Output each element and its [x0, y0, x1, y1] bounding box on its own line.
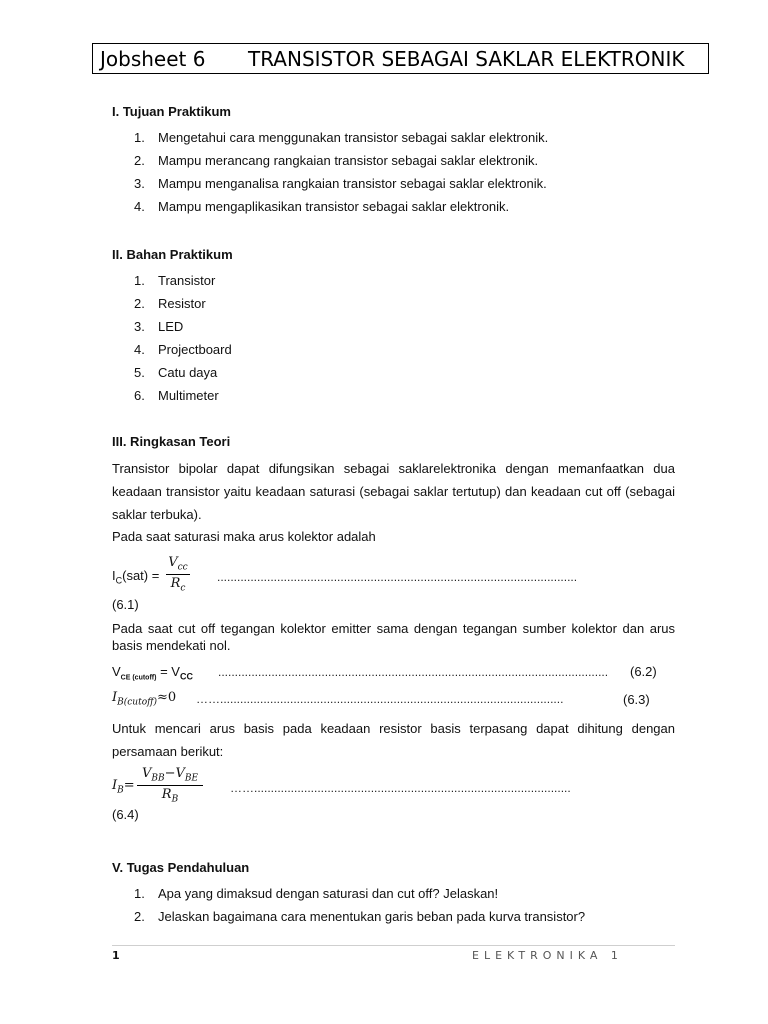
eq-subscript: B	[117, 785, 124, 796]
eq-symbol: V	[141, 766, 152, 781]
list-number: 1.	[134, 130, 145, 145]
list-text: Catu daya	[158, 365, 218, 380]
eq-text: ≈0	[157, 690, 177, 705]
equation-6-3	[112, 690, 176, 708]
fraction-numerator	[166, 555, 190, 573]
tujuan-list	[134, 126, 548, 218]
eq-subscript: B(cutoff)	[117, 697, 158, 708]
list-item	[134, 195, 548, 218]
theory-paragraph-1: Transistor bipolar dapat difungsikan sebagai saklarelektronika dengan memanfaatkan dua keadaan transistor yaitu keadaan saturasi (sebagai saklar tertutup) dan keadaan cut off (sebagai saklar terbuka).	[112, 461, 675, 522]
theory-paragraph-3: Pada saat cut off tegangan kolektor emitter sama dengan tegangan sumber kolektor dan arus basis mendekati nol.	[112, 621, 675, 653]
fraction-denominator	[137, 787, 203, 805]
list-text: Resistor	[158, 296, 206, 311]
list-text: Mampu menganalisa rangkaian transistor sebagai saklar elektronik.	[158, 176, 547, 191]
eq-symbol: I	[112, 690, 118, 705]
page-title: TRANSISTOR SEBAGAI SAKLAR ELEKTRONIK	[248, 46, 685, 71]
footer-course-title: ELEKTRONIKA 1	[472, 949, 623, 962]
tugas-list	[134, 882, 585, 928]
eq-symbol: V	[168, 555, 178, 570]
eq-subscript: B	[171, 794, 179, 805]
fraction-numerator	[137, 766, 203, 784]
list-item	[134, 269, 232, 292]
leader-dots: …….......................................................................................................	[196, 692, 564, 706]
eq-symbol: V	[112, 664, 121, 679]
footer-divider	[112, 945, 675, 946]
equation-6-4-fraction	[137, 766, 203, 804]
theory-paragraph-2: Pada saat saturasi maka arus kolektor adalah	[112, 529, 376, 544]
list-item	[134, 882, 585, 905]
eq-text: = V	[156, 664, 180, 679]
list-text: Mampu merancang rangkaian transistor sebagai saklar elektronik.	[158, 153, 539, 168]
bahan-list	[134, 269, 232, 407]
equation-6-1-fraction	[166, 555, 190, 593]
equation-6-1-label: (6.1)	[112, 597, 139, 612]
section-heading-tujuan: I. Tujuan Praktikum	[112, 104, 231, 119]
fraction-bar	[166, 574, 190, 575]
list-item	[134, 315, 232, 338]
list-number: 2.	[134, 909, 145, 924]
leader-dots: .....................................................................................................................	[218, 665, 609, 679]
fraction-denominator	[166, 576, 190, 594]
list-text: Mengetahui cara menggunakan transistor sebagai saklar elektronik.	[158, 130, 549, 145]
eq-symbol: R	[170, 575, 181, 591]
list-item	[134, 172, 548, 195]
list-text: Transistor	[158, 273, 216, 288]
list-item	[134, 905, 585, 928]
eq-subscript: CE (cutoff)	[120, 674, 157, 682]
list-text: Jelaskan bagaimana cara menentukan garis beban pada kurva transistor?	[158, 909, 586, 924]
eq-symbol: −V	[164, 766, 185, 781]
list-text: Mampu mengaplikasikan transistor sebagai saklar elektronik.	[158, 199, 510, 214]
list-number: 6.	[134, 388, 145, 403]
eq-subscript: BB	[151, 773, 165, 784]
list-item	[134, 126, 548, 149]
eq-subscript: C	[115, 575, 123, 586]
list-item	[134, 361, 232, 384]
list-item	[134, 338, 232, 361]
eq-subscript: CC	[179, 671, 193, 682]
section-heading-tugas: V. Tugas Pendahuluan	[112, 860, 250, 875]
eq-subscript: c	[180, 583, 186, 594]
section-heading-bahan: II. Bahan Praktikum	[112, 247, 233, 262]
leader-dots: ……...............................................................................................	[230, 781, 571, 795]
list-number: 2.	[134, 153, 145, 168]
list-number: 1.	[134, 273, 145, 288]
list-number: 3.	[134, 319, 145, 334]
list-text: LED	[158, 319, 184, 334]
equation-6-3-label: (6.3)	[623, 692, 650, 707]
list-item	[134, 292, 232, 315]
equation-6-2-label: (6.2)	[630, 664, 657, 679]
eq-symbol: I	[112, 778, 118, 793]
list-text: Multimeter	[158, 388, 219, 403]
equation-6-2	[112, 664, 193, 682]
section-heading-ringkasan: III. Ringkasan Teori	[112, 434, 231, 449]
title-box	[92, 43, 709, 74]
eq-subscript: BE	[184, 773, 199, 784]
list-text: Projectboard	[158, 342, 232, 357]
list-item	[134, 149, 548, 172]
leader-dots: ............................................................................................................	[217, 570, 578, 584]
list-number: 2.	[134, 296, 145, 311]
list-item	[134, 384, 232, 407]
equation-6-1-lhs	[112, 568, 159, 586]
list-number: 3.	[134, 176, 145, 191]
eq-subscript: cc	[177, 562, 188, 573]
eq-symbol: R	[161, 786, 172, 802]
list-number: 4.	[134, 199, 145, 214]
list-number: 5.	[134, 365, 145, 380]
list-number: 1.	[134, 886, 145, 901]
page-number: 1	[112, 949, 120, 962]
fraction-bar	[137, 785, 203, 786]
jobsheet-label: Jobsheet 6	[100, 46, 206, 71]
list-text: Apa yang dimaksud dengan saturasi dan cut off? Jelaskan!	[158, 886, 499, 901]
eq-symbol: I	[112, 568, 116, 583]
equation-6-4-lhs	[112, 778, 135, 796]
equation-6-4-label: (6.4)	[112, 807, 139, 822]
eq-text: (sat) =	[122, 568, 160, 583]
theory-paragraph-4: Untuk mencari arus basis pada keadaan resistor basis terpasang dapat dihitung dengan persamaan berikut:	[112, 721, 675, 759]
list-number: 4.	[134, 342, 145, 357]
eq-text: =	[123, 778, 135, 793]
